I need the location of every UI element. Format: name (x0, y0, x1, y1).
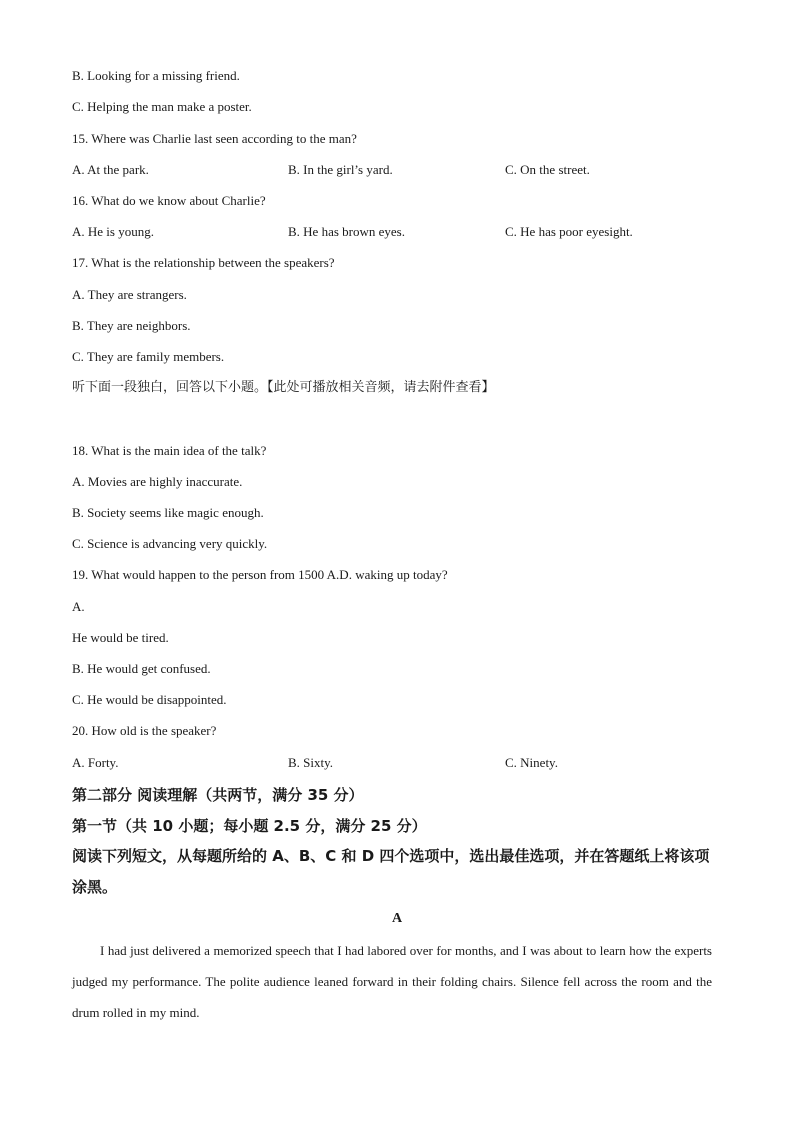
q17-option-a: A. They are strangers. (72, 287, 187, 302)
monologue-instruction: 听下面一段独白，回答以下小题。【此处可播放相关音频，请去附件查看】 (72, 380, 495, 395)
q20-option-a: A. Forty. (72, 755, 119, 770)
q17-option-c: C. They are family members. (72, 349, 225, 364)
question-15: 15. Where was Charlie last seen according to the man? (72, 131, 357, 146)
question-17: 17. What is the relationship between the speakers? (72, 255, 335, 270)
q18-option-b: B. Society seems like magic enough. (72, 505, 264, 520)
q16-option-c: C. He has poor eyesight. (505, 224, 633, 239)
q19-option-a-label: A. (72, 599, 85, 614)
q19-option-b: B. He would get confused. (72, 661, 211, 676)
question-19: 19. What would happen to the person from 1500 A.D. waking up today? (72, 567, 448, 582)
q15-option-b: B. In the girl’s yard. (288, 162, 393, 177)
q16-option-b: B. He has brown eyes. (288, 224, 405, 239)
reading-instruction: 阅读下列短文，从每题所给的 A、B、C 和 D 四个选项中，选出最佳选项，并在答题纸上将该项涂黑。 (72, 847, 710, 896)
q14-option-c: C. Helping the man make a poster. (72, 99, 252, 114)
q18-option-c: C. Science is advancing very quickly. (72, 536, 268, 551)
q19-option-a-text: He would be tired. (72, 630, 169, 645)
part2-heading: 第二部分 阅读理解（共两节，满分 35 分） (72, 786, 364, 804)
q20-option-c: C. Ninety. (505, 755, 558, 770)
section1-heading: 第一节（共 10 小题；每小题 2.5 分，满分 25 分） (72, 817, 427, 835)
q18-option-a: A. Movies are highly inaccurate. (72, 474, 243, 489)
q15-option-a: A. At the park. (72, 162, 149, 177)
question-16: 16. What do we know about Charlie? (72, 193, 266, 208)
question-20: 20. How old is the speaker? (72, 723, 217, 738)
q14-option-b: B. Looking for a missing friend. (72, 68, 240, 83)
passage-paragraph: I had just delivered a memorized speech that I had labored over for months, and I was about to learn how the experts judged my performance. The polite audience leaned forward in their folding chairs. Silence fell across the room and the drum rolled in my mind. (72, 943, 712, 1020)
q15-option-c: C. On the street. (505, 162, 590, 177)
q19-option-c: C. He would be disappointed. (72, 692, 227, 707)
q20-option-b: B. Sixty. (288, 755, 334, 770)
question-18: 18. What is the main idea of the talk? (72, 443, 267, 458)
passage-title: A (391, 911, 403, 926)
q17-option-b: B. They are neighbors. (72, 318, 191, 333)
q16-option-a: A. He is young. (72, 224, 154, 239)
